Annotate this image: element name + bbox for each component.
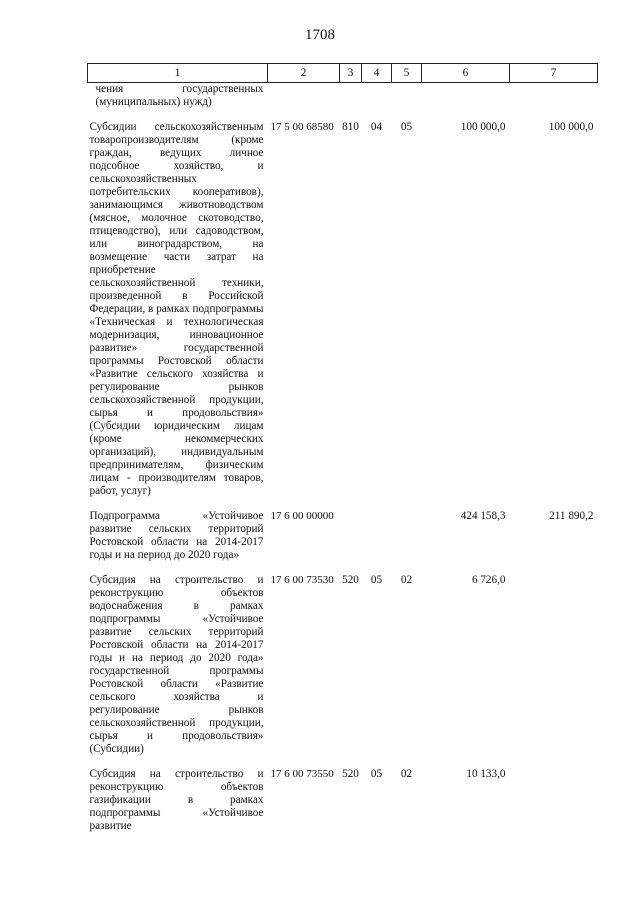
row-code: 17 6 00 00000	[270, 510, 334, 522]
row-description: Подпрограмма «Устойчивое развитие сельских территорий Ростовской области на 2014-2017 годы и на период до 2020 года»	[89, 510, 264, 561]
row-pr: 02	[400, 768, 413, 780]
row-description: Субсидия на строительство и реконструкцию объектов газификации в рамках подпрограммы «Устойчивое развитие	[89, 768, 264, 832]
row-rz: 05	[370, 768, 383, 780]
row-vr: 520	[342, 768, 359, 780]
column-header: 6	[422, 64, 510, 83]
row-pr: 05	[400, 121, 413, 133]
row-pr	[392, 83, 422, 110]
row-code	[268, 83, 340, 110]
table-row	[88, 109, 598, 498]
table-row	[88, 498, 598, 562]
row-description: чения государственных (муниципальных) нужд)	[95, 83, 264, 108]
column-header: 2	[268, 64, 340, 83]
table-row	[88, 83, 598, 110]
row-rz: 04	[370, 121, 383, 133]
row-vr: 810	[342, 121, 359, 133]
row-rz: 05	[370, 574, 383, 586]
row-amount-2: 211 890,2	[549, 510, 594, 522]
row-code: 17 5 00 68580	[270, 121, 334, 133]
page-number: 1708	[305, 27, 335, 43]
row-amount-1: 100 000,0	[460, 121, 506, 133]
row-vr	[340, 83, 362, 110]
row-amount-2	[510, 756, 598, 833]
row-description: Субсидии сельскохозяйственным товаропроизводителям (кроме граждан, ведущих личное подсобное хозяйство, и сельскохозяйственных потребительских кооперативов), занимающимся животноводством (мясное, молочное скотоводство, птицеводство), или садоводством, или виноградарством, на возмещение части затрат на приобретение сельскохозяйственной техники, произведенной в Российской Федерации, в рамках подпрограммы «Техническая и технологическая модернизация, инновационное развитие» государственной программы Ростовской области «Развитие сельского хозяйства и регулирование рынков сельскохозяйственной продукции, сырья и продовольствия» (Субсидии юридическим лицам (кроме некоммерческих организаций), индивидуальным предпринимателям, физическим лицам - производителям товаров, работ, услуг)	[89, 121, 264, 497]
row-pr	[392, 498, 422, 562]
row-amount-2: 100 000,0	[548, 121, 594, 133]
row-description: Субсидия на строительство и реконструкцию объектов водоснабжения в рамках подпрограммы «Устойчивое развитие сельских территорий Ростовской области на 2014-2017 годы и на период до 2020 года» государственной программы Ростовской области «Развитие сельского хозяйства и регулирование рынков сельскохозяйственной продукции, сырья и продовольствия» (Субсидии)	[89, 574, 264, 755]
row-amount-1	[422, 83, 510, 110]
row-amount-1: 424 158,3	[460, 510, 506, 522]
column-header: 3	[340, 64, 362, 83]
budget-table	[87, 63, 598, 833]
column-header: 7	[510, 64, 598, 83]
column-header: 4	[362, 64, 392, 83]
header-row	[88, 64, 598, 83]
row-pr: 02	[400, 574, 413, 586]
row-code: 17 6 00 73530	[270, 574, 334, 586]
row-rz	[362, 498, 392, 562]
row-code: 17 6 00 73550	[270, 768, 334, 780]
row-vr: 520	[342, 574, 359, 586]
table-row	[88, 756, 598, 833]
row-vr	[340, 498, 362, 562]
row-amount-1: 10 133,0	[466, 768, 506, 780]
table-row	[88, 562, 598, 756]
row-amount-2	[510, 562, 598, 756]
column-header: 1	[88, 64, 268, 83]
row-amount-1: 6 726,0	[471, 574, 506, 586]
column-header: 5	[392, 64, 422, 83]
row-amount-2	[510, 83, 598, 110]
row-rz	[362, 83, 392, 110]
